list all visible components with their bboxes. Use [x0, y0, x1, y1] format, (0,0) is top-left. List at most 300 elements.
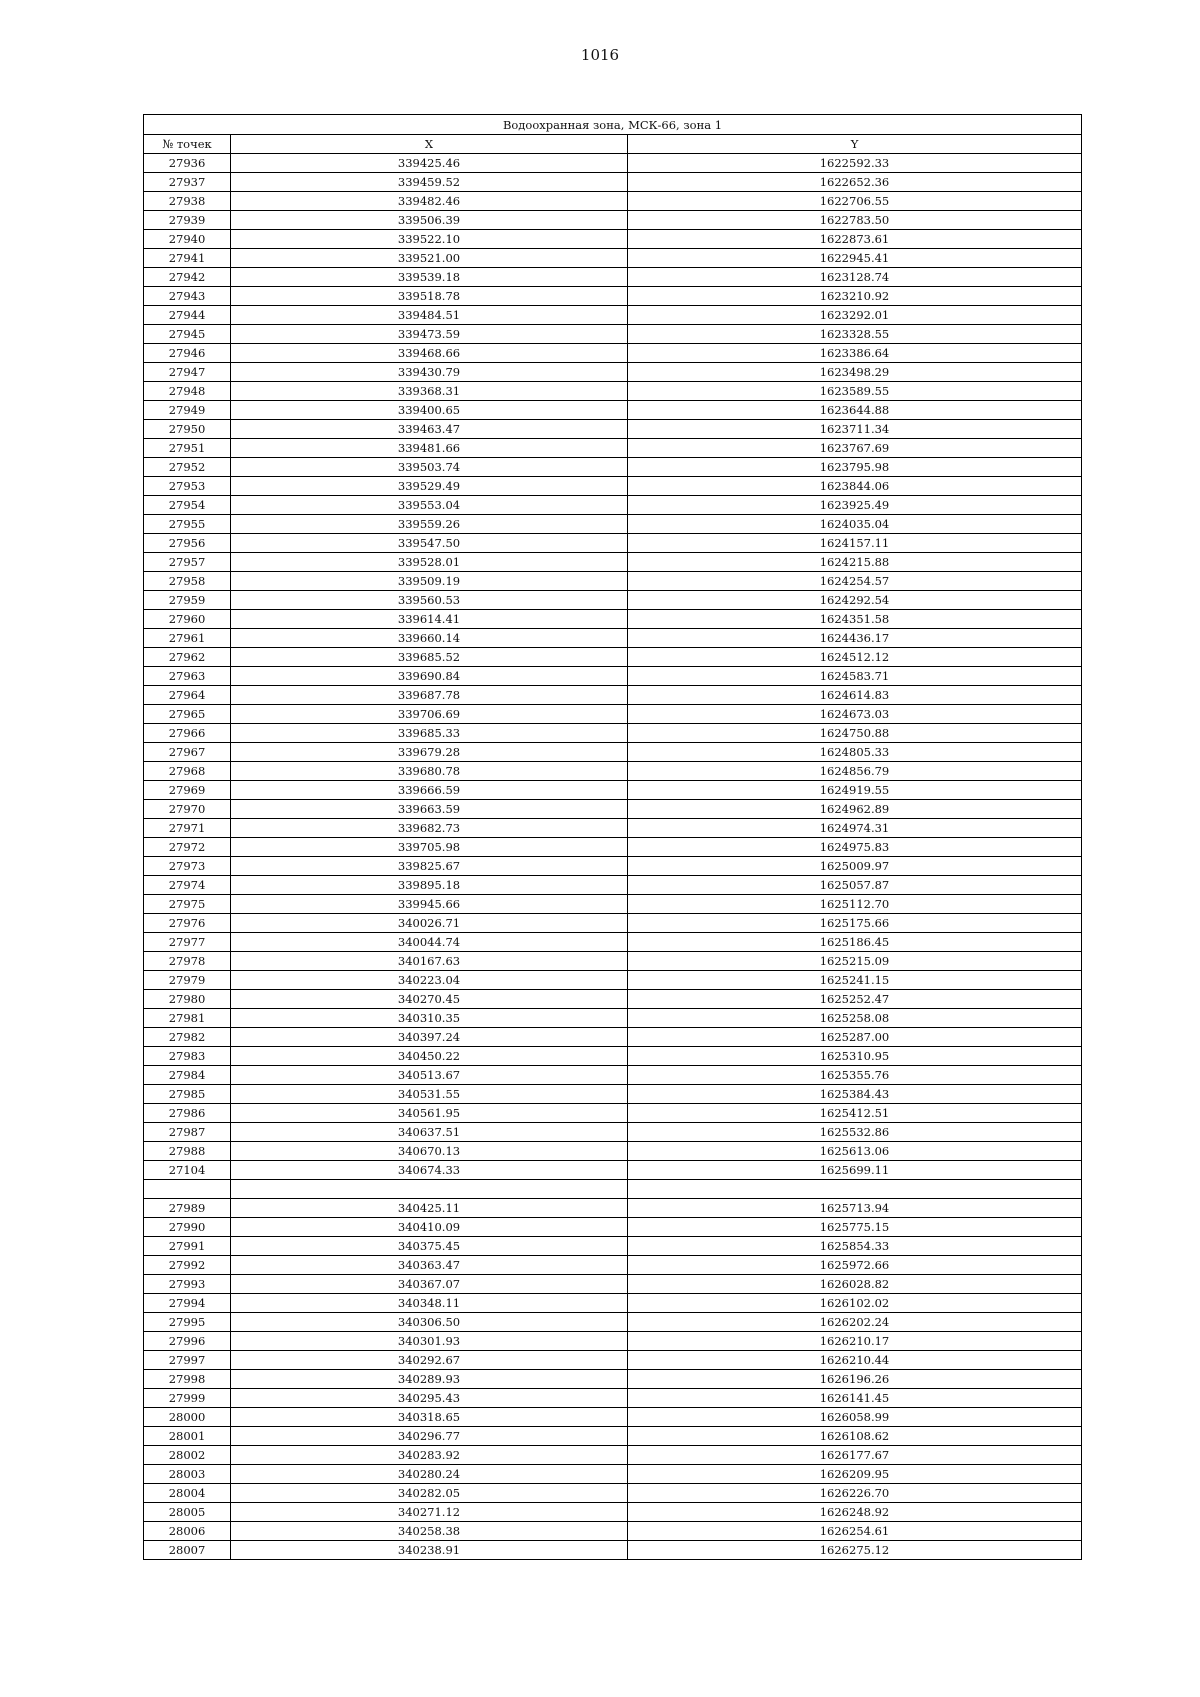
cell-point-number: 27957 [144, 553, 231, 572]
cell-x: 339368.31 [231, 382, 628, 401]
header-x: X [231, 135, 628, 154]
cell-x: 340397.24 [231, 1028, 628, 1047]
cell-point-number: 27951 [144, 439, 231, 458]
cell-y: 1624436.17 [628, 629, 1082, 648]
cell-point-number: 27959 [144, 591, 231, 610]
table-row [144, 211, 1082, 230]
cell-point-number: 27949 [144, 401, 231, 420]
cell-x: 340280.24 [231, 1465, 628, 1484]
cell-point-number: 27943 [144, 287, 231, 306]
cell-x: 339614.41 [231, 610, 628, 629]
cell-y: 1625215.09 [628, 952, 1082, 971]
table-row [144, 876, 1082, 895]
table-row [144, 401, 1082, 420]
cell-y: 1625186.45 [628, 933, 1082, 952]
cell-x: 339503.74 [231, 458, 628, 477]
cell-point-number: 28007 [144, 1541, 231, 1560]
cell-y: 1624215.88 [628, 553, 1082, 572]
table-row [144, 249, 1082, 268]
cell-y: 1623589.55 [628, 382, 1082, 401]
cell-point-number: 27991 [144, 1237, 231, 1256]
cell-y: 1623644.88 [628, 401, 1082, 420]
table-row [144, 1180, 1082, 1199]
table-row [144, 971, 1082, 990]
cell-point-number: 27975 [144, 895, 231, 914]
cell-point-number: 27998 [144, 1370, 231, 1389]
cell-x: 339690.84 [231, 667, 628, 686]
cell-point-number: 27986 [144, 1104, 231, 1123]
cell-point-number: 27976 [144, 914, 231, 933]
cell-point-number: 28005 [144, 1503, 231, 1522]
cell-x: 339473.59 [231, 325, 628, 344]
cell-y: 1624974.31 [628, 819, 1082, 838]
cell-y: 1624035.04 [628, 515, 1082, 534]
cell-x: 340310.35 [231, 1009, 628, 1028]
cell-y: 1624254.57 [628, 572, 1082, 591]
cell-x: 339560.53 [231, 591, 628, 610]
cell-x: 339945.66 [231, 895, 628, 914]
cell-point-number: 27939 [144, 211, 231, 230]
table-row [144, 363, 1082, 382]
table-row [144, 1218, 1082, 1237]
cell-y: 1624962.89 [628, 800, 1082, 819]
cell-point-number: 28002 [144, 1446, 231, 1465]
table-row [144, 268, 1082, 287]
cell-point-number: 27974 [144, 876, 231, 895]
table-row [144, 1503, 1082, 1522]
cell-point-number: 28000 [144, 1408, 231, 1427]
cell-point-number: 27958 [144, 572, 231, 591]
cell-x: 339425.46 [231, 154, 628, 173]
cell-y: 1624351.58 [628, 610, 1082, 629]
table-row [144, 515, 1082, 534]
cell-y: 1626275.12 [628, 1541, 1082, 1560]
cell-x: 340026.71 [231, 914, 628, 933]
cell-point-number: 27936 [144, 154, 231, 173]
cell-point-number: 27994 [144, 1294, 231, 1313]
cell-x: 340296.77 [231, 1427, 628, 1446]
table-row [144, 306, 1082, 325]
table-row [144, 1009, 1082, 1028]
cell-point-number: 27968 [144, 762, 231, 781]
table-row [144, 895, 1082, 914]
table-row [144, 1199, 1082, 1218]
cell-point-number: 27945 [144, 325, 231, 344]
cell-x: 339518.78 [231, 287, 628, 306]
cell-x: 340561.95 [231, 1104, 628, 1123]
cell-x: 340292.67 [231, 1351, 628, 1370]
cell-x: 339482.46 [231, 192, 628, 211]
table-title: Водоохранная зона, МСК-66, зона 1 [144, 115, 1082, 135]
table-row [144, 1066, 1082, 1085]
cell-y: 1626102.02 [628, 1294, 1082, 1313]
table-row [144, 705, 1082, 724]
table-row [144, 1427, 1082, 1446]
cell-point-number [144, 1180, 231, 1199]
cell-y: 1624512.12 [628, 648, 1082, 667]
cell-point-number: 27952 [144, 458, 231, 477]
cell-x: 339687.78 [231, 686, 628, 705]
cell-y: 1626177.67 [628, 1446, 1082, 1465]
table-row [144, 420, 1082, 439]
cell-point-number: 27938 [144, 192, 231, 211]
cell-x: 339680.78 [231, 762, 628, 781]
cell-point-number: 27962 [144, 648, 231, 667]
cell-x: 340270.45 [231, 990, 628, 1009]
table-row [144, 686, 1082, 705]
cell-point-number: 27963 [144, 667, 231, 686]
cell-point-number: 27947 [144, 363, 231, 382]
cell-x: 339509.19 [231, 572, 628, 591]
table-body [144, 154, 1082, 1560]
cell-x: 340258.38 [231, 1522, 628, 1541]
cell-y: 1623498.29 [628, 363, 1082, 382]
cell-point-number: 27978 [144, 952, 231, 971]
table-row [144, 1541, 1082, 1560]
table-row [144, 344, 1082, 363]
cell-y: 1625175.66 [628, 914, 1082, 933]
cell-y: 1625854.33 [628, 1237, 1082, 1256]
table-row [144, 1123, 1082, 1142]
cell-y [628, 1180, 1082, 1199]
cell-x: 339400.65 [231, 401, 628, 420]
table-row [144, 914, 1082, 933]
table-row [144, 838, 1082, 857]
cell-y: 1625532.86 [628, 1123, 1082, 1142]
cell-x: 339559.26 [231, 515, 628, 534]
cell-point-number: 27946 [144, 344, 231, 363]
cell-x: 339522.10 [231, 230, 628, 249]
table-row [144, 1370, 1082, 1389]
cell-point-number: 27981 [144, 1009, 231, 1028]
cell-y: 1625258.08 [628, 1009, 1082, 1028]
cell-point-number: 27977 [144, 933, 231, 952]
cell-point-number: 27992 [144, 1256, 231, 1275]
table-row [144, 857, 1082, 876]
cell-x: 340375.45 [231, 1237, 628, 1256]
cell-point-number: 27961 [144, 629, 231, 648]
cell-y: 1625252.47 [628, 990, 1082, 1009]
cell-y: 1623711.34 [628, 420, 1082, 439]
cell-point-number: 27971 [144, 819, 231, 838]
table-row [144, 724, 1082, 743]
cell-x: 340167.63 [231, 952, 628, 971]
cell-y: 1625972.66 [628, 1256, 1082, 1275]
cell-x: 339529.49 [231, 477, 628, 496]
cell-x: 340637.51 [231, 1123, 628, 1142]
cell-point-number: 28003 [144, 1465, 231, 1484]
cell-y: 1624583.71 [628, 667, 1082, 686]
cell-x: 340670.13 [231, 1142, 628, 1161]
table-row [144, 800, 1082, 819]
table-row [144, 192, 1082, 211]
cell-y: 1622706.55 [628, 192, 1082, 211]
cell-x: 340450.22 [231, 1047, 628, 1066]
cell-point-number: 27969 [144, 781, 231, 800]
table-row [144, 1389, 1082, 1408]
cell-x: 340425.11 [231, 1199, 628, 1218]
cell-point-number: 27964 [144, 686, 231, 705]
cell-y: 1625241.15 [628, 971, 1082, 990]
cell-y: 1626196.26 [628, 1370, 1082, 1389]
cell-point-number: 27944 [144, 306, 231, 325]
cell-point-number: 27988 [144, 1142, 231, 1161]
cell-y: 1623328.55 [628, 325, 1082, 344]
cell-point-number: 27996 [144, 1332, 231, 1351]
cell-x [231, 1180, 628, 1199]
cell-point-number: 27972 [144, 838, 231, 857]
cell-y: 1623128.74 [628, 268, 1082, 287]
cell-y: 1625355.76 [628, 1066, 1082, 1085]
table-row [144, 648, 1082, 667]
cell-x: 340223.04 [231, 971, 628, 990]
cell-y: 1622592.33 [628, 154, 1082, 173]
table-row [144, 1047, 1082, 1066]
cell-y: 1623292.01 [628, 306, 1082, 325]
table-row [144, 1256, 1082, 1275]
cell-x: 340531.55 [231, 1085, 628, 1104]
table-row [144, 1161, 1082, 1180]
cell-x: 339685.52 [231, 648, 628, 667]
cell-y: 1624614.83 [628, 686, 1082, 705]
table-row [144, 439, 1082, 458]
cell-point-number: 27982 [144, 1028, 231, 1047]
table-row [144, 1142, 1082, 1161]
cell-point-number: 27985 [144, 1085, 231, 1104]
table-row [144, 1294, 1082, 1313]
table-row [144, 1522, 1082, 1541]
cell-point-number: 27948 [144, 382, 231, 401]
cell-point-number: 27965 [144, 705, 231, 724]
cell-y: 1624157.11 [628, 534, 1082, 553]
cell-x: 340283.92 [231, 1446, 628, 1465]
cell-y: 1625310.95 [628, 1047, 1082, 1066]
header-point-number: № точек [144, 135, 231, 154]
cell-point-number: 27960 [144, 610, 231, 629]
cell-point-number: 27967 [144, 743, 231, 762]
cell-y: 1625384.43 [628, 1085, 1082, 1104]
table-row [144, 743, 1082, 762]
cell-x: 339481.66 [231, 439, 628, 458]
cell-x: 339682.73 [231, 819, 628, 838]
cell-y: 1622873.61 [628, 230, 1082, 249]
table-row [144, 382, 1082, 401]
cell-y: 1625699.11 [628, 1161, 1082, 1180]
table-row [144, 1351, 1082, 1370]
cell-x: 340289.93 [231, 1370, 628, 1389]
cell-point-number: 27950 [144, 420, 231, 439]
cell-x: 340282.05 [231, 1484, 628, 1503]
cell-y: 1623210.92 [628, 287, 1082, 306]
cell-y: 1626210.44 [628, 1351, 1082, 1370]
cell-point-number: 27984 [144, 1066, 231, 1085]
cell-y: 1623844.06 [628, 477, 1082, 496]
cell-y: 1624919.55 [628, 781, 1082, 800]
cell-point-number: 27966 [144, 724, 231, 743]
table-row [144, 990, 1082, 1009]
cell-y: 1623925.49 [628, 496, 1082, 515]
cell-y: 1622652.36 [628, 173, 1082, 192]
table-row [144, 1237, 1082, 1256]
cell-x: 339528.01 [231, 553, 628, 572]
cell-point-number: 28006 [144, 1522, 231, 1541]
table-row [144, 572, 1082, 591]
table-row [144, 610, 1082, 629]
cell-point-number: 27999 [144, 1389, 231, 1408]
table-row [144, 477, 1082, 496]
cell-point-number: 27983 [144, 1047, 231, 1066]
cell-point-number: 27989 [144, 1199, 231, 1218]
table-row [144, 287, 1082, 306]
cell-y: 1626248.92 [628, 1503, 1082, 1522]
table-row [144, 667, 1082, 686]
table-row [144, 1028, 1082, 1047]
cell-x: 340513.67 [231, 1066, 628, 1085]
cell-x: 340238.91 [231, 1541, 628, 1560]
table-row [144, 325, 1082, 344]
cell-x: 339706.69 [231, 705, 628, 724]
table-row [144, 173, 1082, 192]
cell-y: 1626210.17 [628, 1332, 1082, 1351]
cell-x: 339679.28 [231, 743, 628, 762]
table-row [144, 933, 1082, 952]
table-row [144, 952, 1082, 971]
cell-point-number: 27955 [144, 515, 231, 534]
cell-point-number: 28001 [144, 1427, 231, 1446]
table-row [144, 534, 1082, 553]
table-row [144, 1484, 1082, 1503]
cell-x: 339463.47 [231, 420, 628, 439]
cell-x: 340044.74 [231, 933, 628, 952]
cell-y: 1624805.33 [628, 743, 1082, 762]
cell-y: 1623386.64 [628, 344, 1082, 363]
table-row [144, 458, 1082, 477]
page-number: 1016 [580, 46, 620, 64]
cell-point-number: 27940 [144, 230, 231, 249]
table-row [144, 781, 1082, 800]
cell-y: 1625775.15 [628, 1218, 1082, 1237]
cell-x: 340367.07 [231, 1275, 628, 1294]
cell-x: 339666.59 [231, 781, 628, 800]
coordinates-table [143, 114, 1082, 1560]
table-row [144, 1446, 1082, 1465]
cell-point-number: 27995 [144, 1313, 231, 1332]
cell-x: 339468.66 [231, 344, 628, 363]
cell-y: 1625412.51 [628, 1104, 1082, 1123]
cell-y: 1626058.99 [628, 1408, 1082, 1427]
table-row [144, 154, 1082, 173]
cell-x: 339685.33 [231, 724, 628, 743]
cell-y: 1626141.45 [628, 1389, 1082, 1408]
cell-x: 340348.11 [231, 1294, 628, 1313]
cell-y: 1623795.98 [628, 458, 1082, 477]
cell-y: 1624292.54 [628, 591, 1082, 610]
table-row [144, 1465, 1082, 1484]
cell-x: 339547.50 [231, 534, 628, 553]
table-row [144, 819, 1082, 838]
cell-y: 1626028.82 [628, 1275, 1082, 1294]
cell-y: 1626226.70 [628, 1484, 1082, 1503]
cell-point-number: 27970 [144, 800, 231, 819]
table-row [144, 629, 1082, 648]
cell-point-number: 27937 [144, 173, 231, 192]
cell-y: 1624673.03 [628, 705, 1082, 724]
cell-x: 340271.12 [231, 1503, 628, 1522]
cell-y: 1623767.69 [628, 439, 1082, 458]
table-row [144, 1332, 1082, 1351]
cell-x: 340306.50 [231, 1313, 628, 1332]
cell-point-number: 27979 [144, 971, 231, 990]
cell-y: 1622783.50 [628, 211, 1082, 230]
cell-y: 1624856.79 [628, 762, 1082, 781]
cell-x: 339539.18 [231, 268, 628, 287]
cell-y: 1622945.41 [628, 249, 1082, 268]
cell-point-number: 27973 [144, 857, 231, 876]
cell-x: 339553.04 [231, 496, 628, 515]
cell-point-number: 27956 [144, 534, 231, 553]
cell-y: 1625287.00 [628, 1028, 1082, 1047]
cell-point-number: 27997 [144, 1351, 231, 1370]
cell-point-number: 27104 [144, 1161, 231, 1180]
cell-y: 1624975.83 [628, 838, 1082, 857]
table-row [144, 762, 1082, 781]
cell-point-number: 27993 [144, 1275, 231, 1294]
table-row [144, 1313, 1082, 1332]
cell-x: 339506.39 [231, 211, 628, 230]
cell-point-number: 27987 [144, 1123, 231, 1142]
cell-point-number: 27980 [144, 990, 231, 1009]
cell-x: 340318.65 [231, 1408, 628, 1427]
cell-x: 339430.79 [231, 363, 628, 382]
cell-y: 1625713.94 [628, 1199, 1082, 1218]
cell-y: 1625112.70 [628, 895, 1082, 914]
cell-y: 1625613.06 [628, 1142, 1082, 1161]
header-y: Y [628, 135, 1082, 154]
cell-x: 340410.09 [231, 1218, 628, 1237]
cell-x: 339663.59 [231, 800, 628, 819]
cell-x: 339895.18 [231, 876, 628, 895]
cell-x: 340363.47 [231, 1256, 628, 1275]
cell-point-number: 27941 [144, 249, 231, 268]
table-row [144, 553, 1082, 572]
cell-x: 339484.51 [231, 306, 628, 325]
table-row [144, 496, 1082, 515]
cell-point-number: 27942 [144, 268, 231, 287]
cell-x: 340301.93 [231, 1332, 628, 1351]
cell-point-number: 27954 [144, 496, 231, 515]
table-row [144, 1408, 1082, 1427]
cell-point-number: 27990 [144, 1218, 231, 1237]
table-row [144, 1104, 1082, 1123]
table-row [144, 230, 1082, 249]
cell-y: 1626202.24 [628, 1313, 1082, 1332]
cell-x: 339521.00 [231, 249, 628, 268]
cell-y: 1624750.88 [628, 724, 1082, 743]
cell-x: 340674.33 [231, 1161, 628, 1180]
cell-point-number: 27953 [144, 477, 231, 496]
cell-point-number: 28004 [144, 1484, 231, 1503]
cell-x: 340295.43 [231, 1389, 628, 1408]
table-row [144, 1085, 1082, 1104]
cell-y: 1625057.87 [628, 876, 1082, 895]
table-row [144, 1275, 1082, 1294]
cell-x: 339825.67 [231, 857, 628, 876]
cell-y: 1626254.61 [628, 1522, 1082, 1541]
cell-x: 339660.14 [231, 629, 628, 648]
cell-y: 1626108.62 [628, 1427, 1082, 1446]
cell-x: 339705.98 [231, 838, 628, 857]
cell-y: 1625009.97 [628, 857, 1082, 876]
